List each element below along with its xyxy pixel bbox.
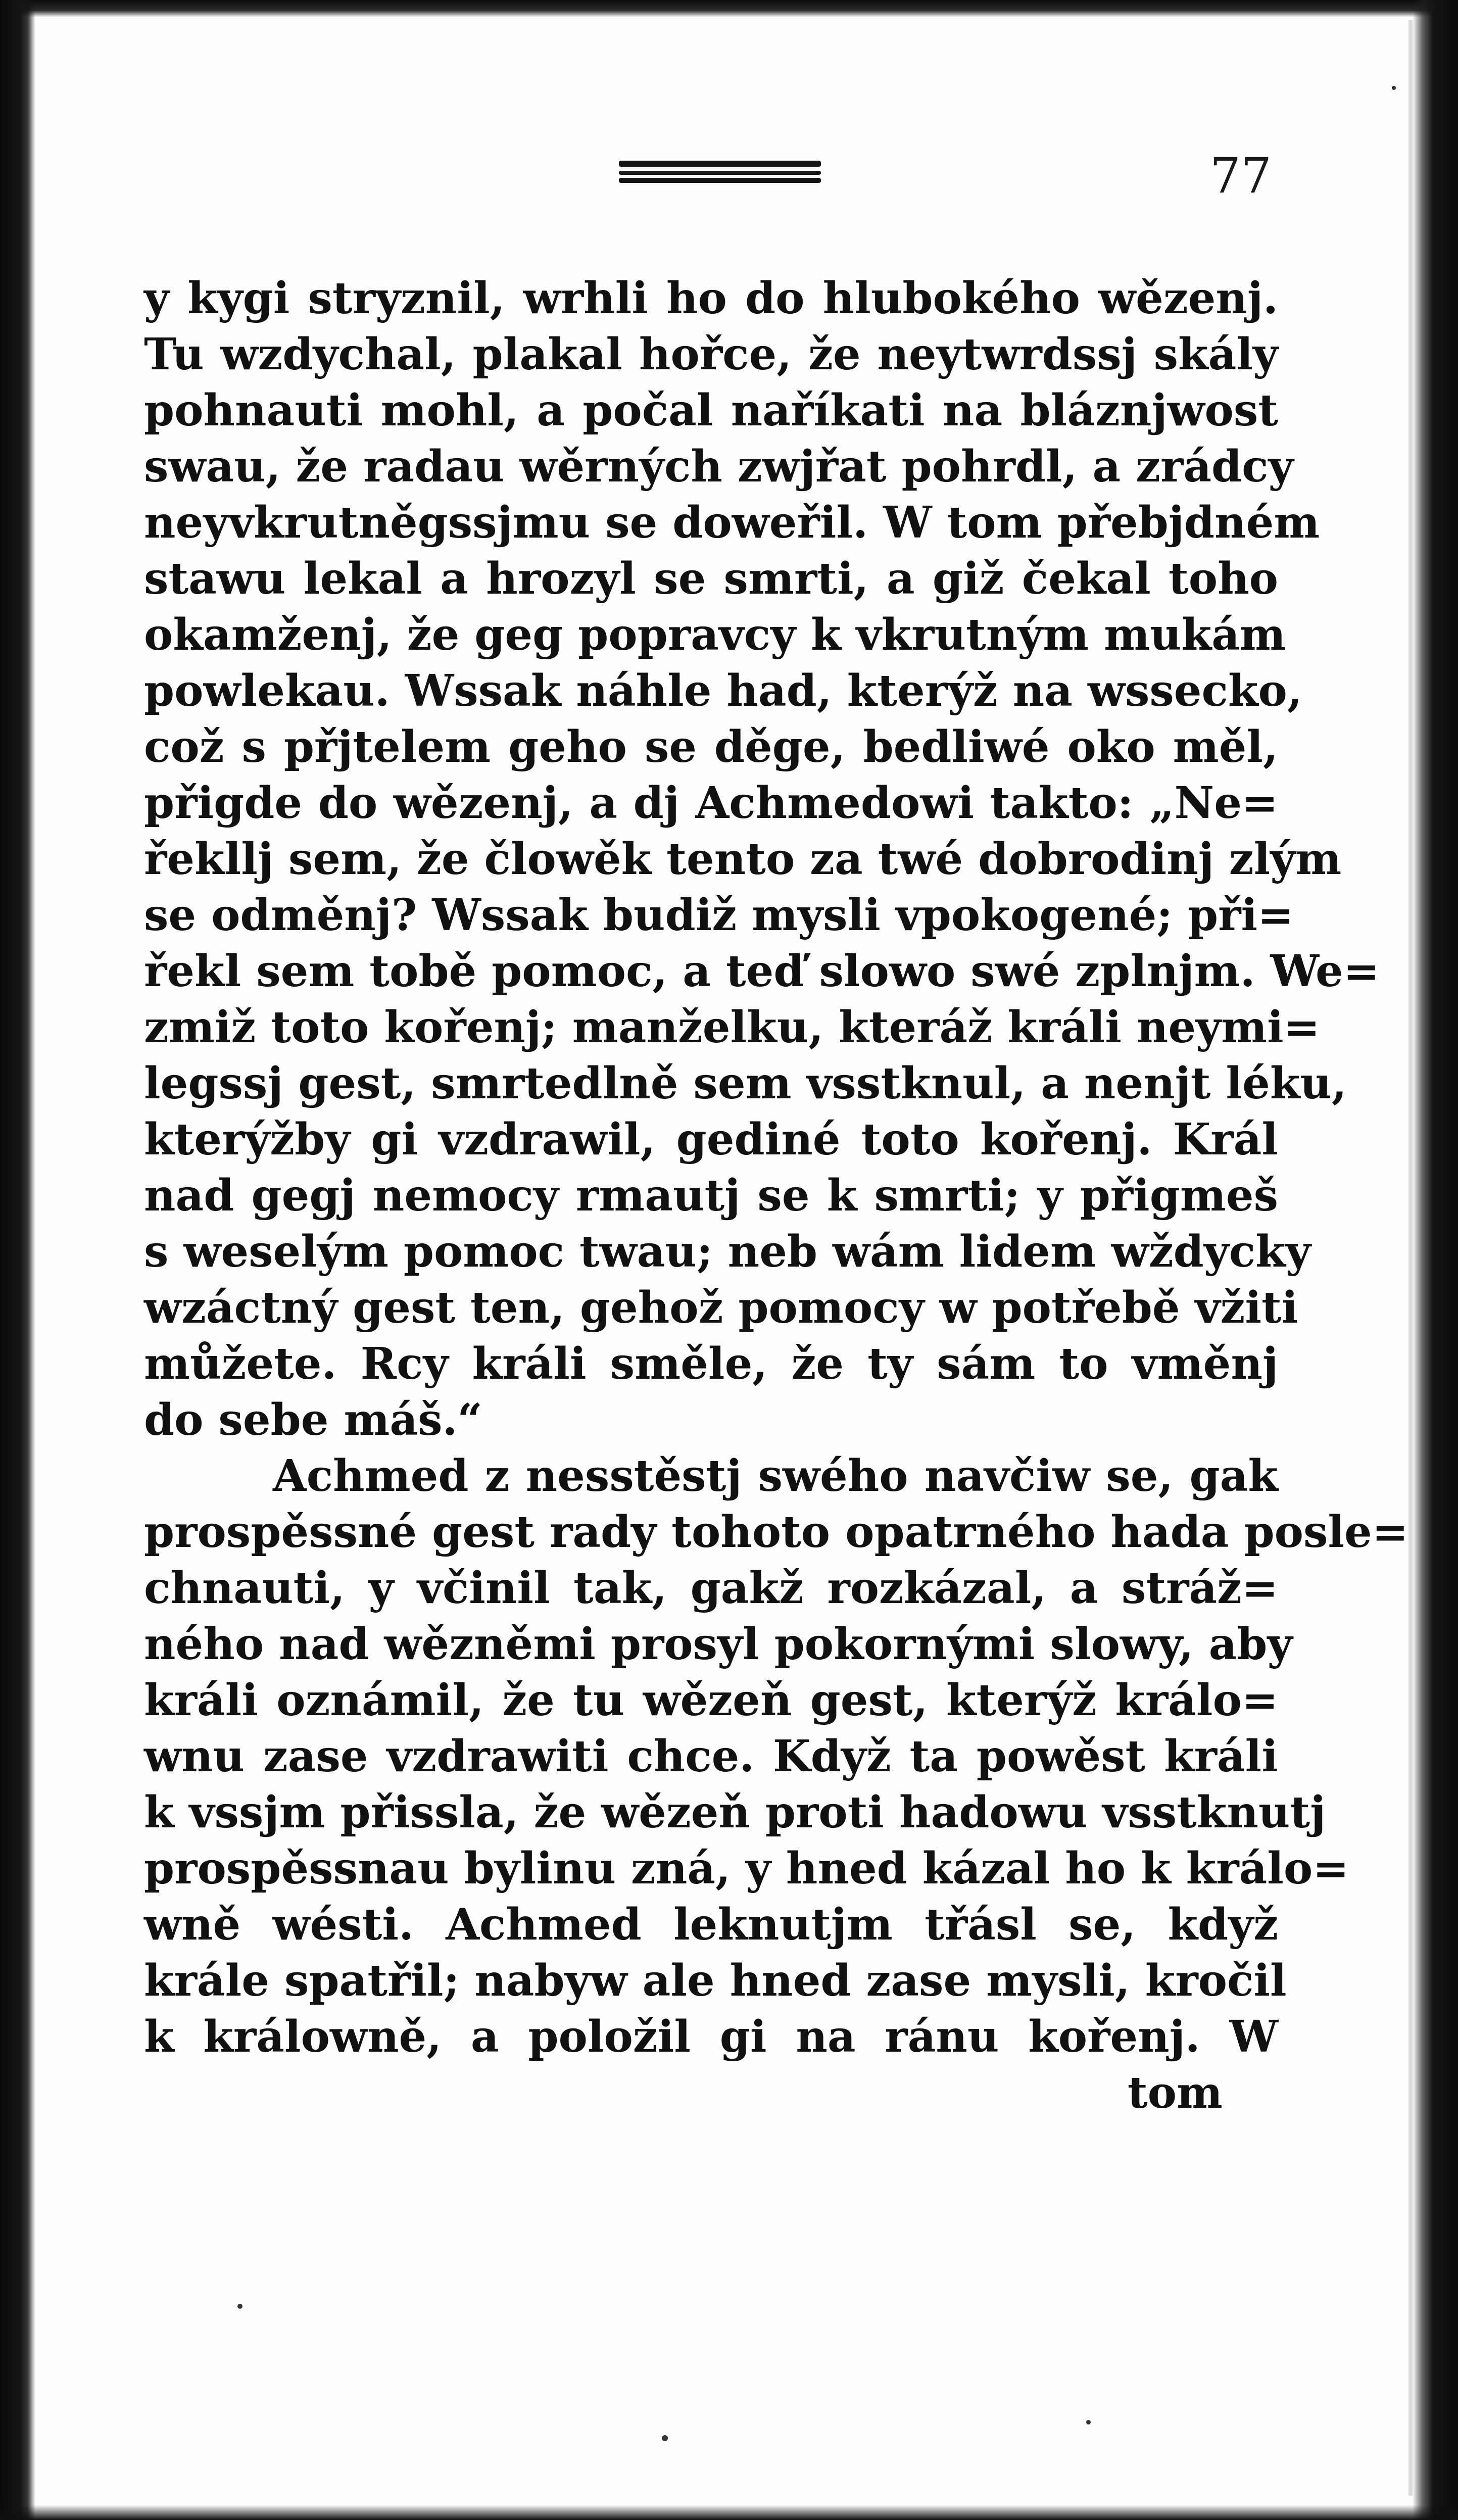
text-line: řekl sem tobě pomoc, a teď slowo swé zplnjm. We= — [144, 946, 1380, 997]
paragraph-end-line: do sebe máš.“ — [144, 1394, 482, 1445]
scan-speck — [1086, 2420, 1091, 2425]
text-line: chnauti, y včinil tak, gakž rozkázal, a stráž= — [144, 1563, 1278, 1614]
text-line: kterýžby gi vzdrawil, gediné toto kořenj. Král — [144, 1114, 1278, 1165]
text-line: powlekau. Wssak náhle had, kterýž na wssecko, — [144, 665, 1302, 716]
text-line: pohnauti mohl, a počal naříkati na bláznjwost — [144, 385, 1278, 436]
scan-edge-bottom — [0, 2505, 1458, 2520]
text-line: legssj gest, smrtedlně sem vsstknul, a nenjt léku, — [144, 1058, 1347, 1109]
page-fold-shadow — [1408, 20, 1413, 2496]
header-ornament-rule — [619, 161, 821, 183]
text-line: krále spatřil; nabyw ale hned zase mysli, kročil — [144, 1955, 1287, 2006]
paragraph-first-line: Achmed z nesstěstj swého navčiw se, gak — [273, 1450, 1278, 1501]
text-line: můžete. Rcy králi směle, že ty sám to vměnj — [144, 1338, 1278, 1389]
text-line: wzáctný gest ten, gehož pomocy w potřebě vžiti — [144, 1282, 1298, 1333]
text-line: řekllj sem, že člowěk tento za twé dobrodinj zlým — [144, 834, 1342, 885]
text-line: což s přjtelem geho se děge, bedliwé oko měl, — [144, 721, 1278, 772]
text-line: se odměnj? Wssak budiž mysli vpokogené; při= — [144, 890, 1294, 941]
scan-edge-right — [1413, 0, 1458, 2520]
text-line: swau, že radau wěrných zwjřat pohrdl, a zrádcy — [144, 441, 1294, 492]
text-line: Tu wzdychal, plakal hořce, že neytwrdssj skály — [144, 329, 1278, 380]
body-text — [144, 270, 1408, 2121]
scan-edge-top — [0, 0, 1458, 17]
text-line: wně wésti. Achmed leknutjm třásl se, když — [144, 1899, 1278, 1950]
scan-speck — [1392, 86, 1396, 90]
text-line: okamženj, že geg popravcy k vkrutným mukám — [144, 609, 1286, 660]
text-line: k vssjm přissla, že wězeň proti hadowu vsstknutj — [144, 1787, 1326, 1838]
scan-speck — [662, 2435, 668, 2441]
text-line: přigde do wězenj, a dj Achmedowi takto: „Ne= — [144, 778, 1278, 829]
text-line: k králowně, a položil gi na ránu kořenj. W — [144, 2011, 1278, 2062]
text-line: prospěssné gest rady tohoto opatrného hada posle= — [144, 1507, 1408, 1558]
text-line: neyvkrutněgssjmu se doweřil. W tom přebjdném — [144, 497, 1320, 548]
text-line: stawu lekal a hrozyl se smrti, a giž čekal toho — [144, 553, 1278, 604]
text-line: ného nad wězněmi prosyl pokornými slowy, aby — [144, 1619, 1293, 1670]
text-line: prospěssnau bylinu zná, y hned kázal ho k králo= — [144, 1843, 1349, 1894]
text-line: s weselým pomoc twau; neb wám lidem wždycky — [144, 1226, 1311, 1277]
text-line: nad gegj nemocy rmautj se k smrti; y přigmeš — [144, 1170, 1278, 1221]
scan-speck — [237, 2304, 242, 2309]
text-line: zmiž toto kořenj; manželku, kteráž králi neymi= — [144, 1002, 1320, 1053]
text-line: y kygi stryznil, wrhli ho do hlubokého wězenj. — [144, 273, 1278, 324]
text-line: wnu zase vzdrawiti chce. Když ta powěst králi — [144, 1731, 1278, 1782]
text-line: králi oznámil, že tu wězeň gest, kterýž králo= — [144, 1675, 1278, 1726]
catchword: tom — [1127, 2067, 1223, 2118]
page-number: 77 — [1210, 148, 1272, 204]
scan-edge-left — [0, 0, 35, 2520]
